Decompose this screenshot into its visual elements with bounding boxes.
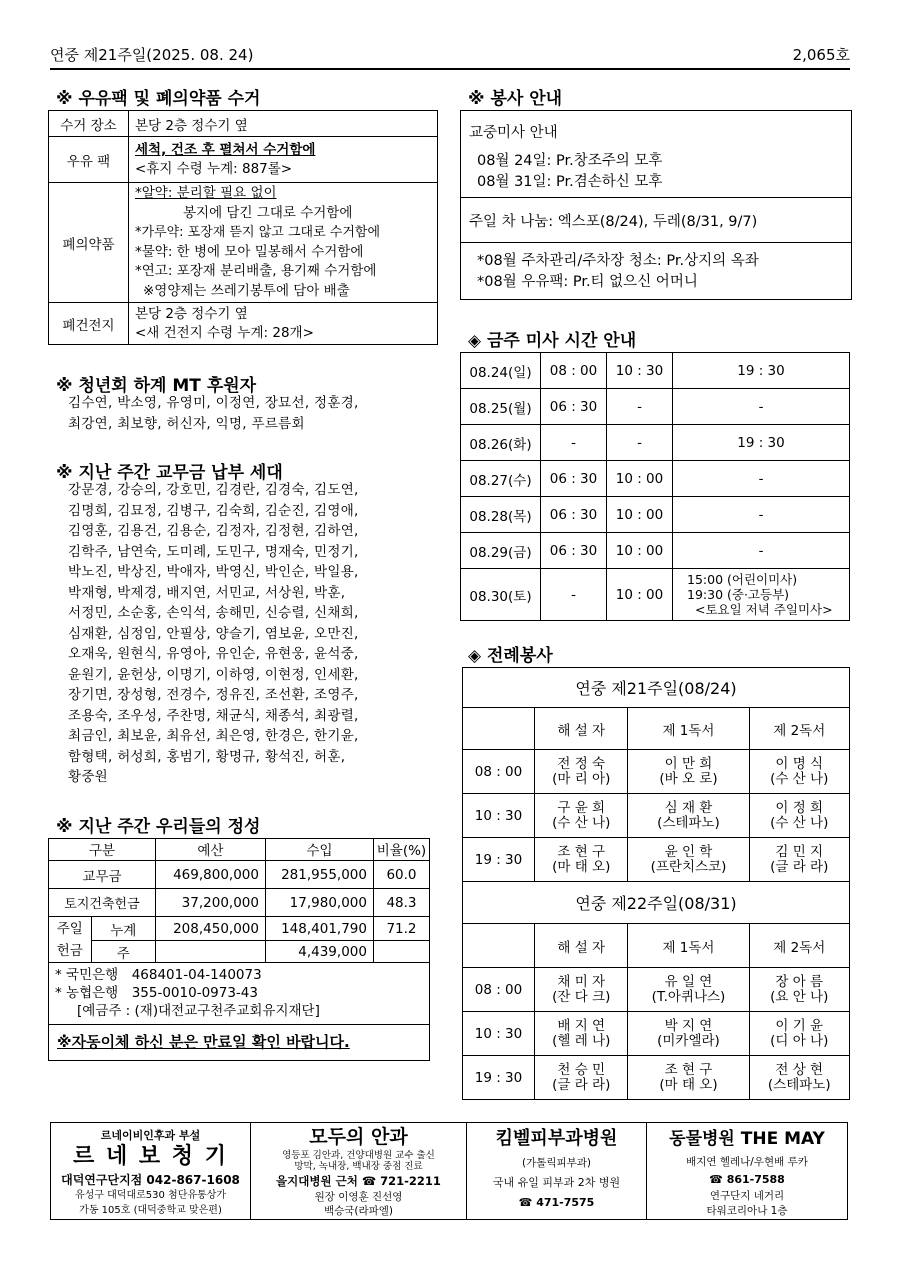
reader-1 — [628, 838, 749, 882]
ad-line: 타워코리아나 1층 — [706, 1205, 788, 1217]
person-name: 조 현 구 — [664, 1061, 713, 1078]
liturgy-title: ◈ 전례봉사 — [468, 646, 553, 666]
person-name: 전 정 숙 — [557, 755, 606, 772]
person-name: 조 현 구 — [557, 843, 606, 860]
liturgy-time: 19 : 30 — [463, 838, 535, 882]
person-name: 유 일 연 — [664, 973, 713, 990]
mt-title: ※ 청년회 하계 MT 후원자 — [56, 376, 257, 396]
service-subtitle: 교중미사 안내 — [469, 125, 558, 141]
mass-time: 19 : 30 — [673, 353, 850, 389]
person-name: 전 상 현 — [775, 1061, 824, 1078]
bank-account: * 농협은행 355-0010-0973-43 — [55, 985, 258, 1001]
week-title: 연중 제21주일(08/24) — [463, 668, 850, 708]
name-line: 최금인, 최보윤, 최유선, 최은영, 한경은, 한기윤, — [68, 728, 359, 744]
saturday-mass: 19:30 (중·고등부) — [687, 587, 790, 602]
reader-2 — [749, 968, 850, 1012]
name-line: 서정민, 소순홍, 손익석, 송해민, 신승렬, 신채희, — [68, 605, 359, 621]
offering-label: 토지건축헌금 — [49, 889, 155, 917]
masstime-title: ◈ 금주 미사 시간 안내 — [468, 331, 637, 351]
bank-account: * 국민은행 468401-04-140073 — [55, 967, 262, 983]
baptismal-name: (수 산 나) — [552, 814, 611, 831]
liturgy-time: 08 : 00 — [463, 750, 535, 794]
offering-title: ※ 지난 주간 우리들의 정성 — [56, 816, 261, 837]
ad-name: 르 네 보 청 기 — [73, 1144, 228, 1169]
ad-line: ☎ 861-7588 — [709, 1173, 785, 1186]
issue-number: 2,065호 — [792, 46, 850, 64]
baptismal-name: (T.아퀴나스) — [651, 988, 726, 1005]
baptismal-name: (글 라 라) — [770, 858, 829, 875]
baptismal-name: (프란치스코) — [650, 858, 727, 875]
reader-1 — [628, 750, 749, 794]
milk-instruction: 세척, 건조 후 펼쳐서 수거함에 — [135, 141, 316, 158]
baptismal-name: (마 태 오) — [552, 858, 611, 875]
mass-date: 08.25(월) — [461, 389, 541, 425]
sunday-offering-label — [49, 917, 91, 963]
name-line: 강문경, 강승의, 강호민, 김경란, 김경숙, 김도연, — [68, 482, 359, 498]
person-name: 이 기 윤 — [775, 1017, 824, 1034]
recycle-label: 폐건전지 — [49, 303, 129, 345]
liturgy-table — [462, 667, 850, 1100]
person-name: 구 윤 희 — [557, 799, 606, 816]
name-line: 김학주, 남연숙, 도미례, 도민구, 명재숙, 민정기, — [68, 543, 359, 560]
offering-rate: 60.0 — [373, 861, 429, 889]
mass-time: 10 : 00 — [607, 533, 673, 569]
ad-line: 백승국(라파엘) — [323, 1205, 394, 1217]
medicine-line: *연고: 포장재 분리배출, 용기째 수거함에 — [135, 263, 377, 279]
name-line: 황중원 — [68, 769, 109, 785]
empty-cell — [463, 708, 535, 750]
mass-date: 08.30(토) — [461, 569, 541, 621]
mass-time: - — [673, 497, 850, 533]
mass-date: 08.29(금) — [461, 533, 541, 569]
reader-2 — [749, 750, 850, 794]
medicine-line: *알약: 분리할 필요 없이 — [135, 185, 277, 201]
dues-names — [48, 480, 440, 788]
bank-info — [49, 963, 429, 1020]
service-note: *08월 주차관리/주차장 청소: Pr.상지의 옥좌 — [477, 253, 759, 269]
ad-hearing-aid — [51, 1123, 251, 1219]
ad-line: (가톨릭피부과) — [521, 1157, 592, 1169]
car-sharing: 주일 차 나눔: 엑스포(8/24), 두레(8/31, 9/7) — [461, 197, 851, 243]
liturgy-time: 10 : 30 — [463, 1012, 535, 1056]
baptismal-name: (헬 레 나) — [552, 1032, 611, 1049]
ad-line: ☎ 471-7575 — [518, 1196, 595, 1209]
baptismal-name: (요 안 나) — [770, 988, 829, 1005]
ad-line: 국내 유일 피부과 2차 병원 — [492, 1176, 621, 1189]
mass-guide-line: 08월 31일: Pr.겸손하신 모후 — [477, 174, 663, 190]
name-line: 김수연, 박소영, 유영미, 이정연, 장묘선, 정훈경, — [68, 395, 359, 411]
baptismal-name: (잔 다 크) — [552, 988, 611, 1005]
mass-time: 10 : 00 — [607, 461, 673, 497]
reader-1 — [628, 968, 749, 1012]
person-name: 배 지 연 — [557, 1017, 606, 1034]
ad-line: 망막, 녹내장, 백내장 중점 진료 — [294, 1161, 423, 1172]
name-line: 오재욱, 원현식, 유영아, 유인순, 유현웅, 윤석중, — [68, 646, 359, 662]
person-name: 윤 인 학 — [664, 843, 713, 860]
mass-time: 10 : 00 — [607, 569, 673, 621]
mass-guide-line: 08월 24일: Pr.창조주의 모후 — [477, 153, 663, 169]
mass-date: 08.24(일) — [461, 353, 541, 389]
medicine-line: *가루약: 포장재 뜯지 않고 그대로 수거함에 — [135, 225, 381, 240]
offering-sub-label: 주 — [91, 941, 155, 963]
ad-line: 배지연 헬레나/우현배 루카 — [686, 1156, 808, 1168]
service-box — [460, 110, 852, 300]
recycle-label: 우유 팩 — [49, 137, 129, 183]
saturday-mass: 15:00 (어린이미사) — [687, 572, 798, 587]
recycle-label: 수거 장소 — [49, 111, 129, 137]
offering-header: 수입 — [265, 839, 373, 861]
name-line: 조용숙, 조우성, 주찬명, 채균식, 채종석, 최광렬, — [68, 707, 359, 724]
commentator — [535, 1056, 628, 1100]
recycle-value — [129, 137, 438, 183]
baptismal-name: (마 태 오) — [659, 1076, 718, 1093]
mass-time: - — [673, 533, 850, 569]
person-name: 이 만 희 — [664, 755, 713, 772]
person-name: 이 명 식 — [775, 755, 824, 772]
name-line: 함형택, 허성희, 홍범기, 황명규, 황석진, 허훈, — [68, 748, 346, 765]
medicine-line: *물약: 한 병에 모아 밀봉해서 수거함에 — [135, 243, 364, 260]
liturgy-time: 08 : 00 — [463, 968, 535, 1012]
reader-1 — [628, 1012, 749, 1056]
recycle-title: ※ 우유팩 및 폐의약품 수거 — [56, 89, 261, 109]
issue-date: 연중 제21주일(2025. 08. 24) — [50, 46, 254, 64]
person-name: 천 승 민 — [557, 1061, 606, 1078]
mass-time: - — [541, 569, 607, 621]
baptismal-name: (글 라 라) — [552, 1076, 611, 1093]
baptismal-name: (마 리 아) — [552, 770, 611, 787]
commentator — [535, 838, 628, 882]
ad-line: 유성구 대덕대로530 첨단유통상가 — [74, 1190, 227, 1201]
medicine-line: ※영양제는 쓰레기봉투에 담아 배출 — [143, 282, 350, 299]
recycle-value — [129, 303, 438, 345]
liturgy-header: 해 설 자 — [535, 708, 628, 750]
offering-sub-label: 누계 — [91, 917, 155, 941]
mass-time: 08 : 00 — [541, 353, 607, 389]
liturgy-header: 해 설 자 — [535, 924, 628, 968]
dues-title: ※ 지난 주간 교무금 납부 세대 — [56, 463, 283, 483]
mass-time: - — [607, 389, 673, 425]
saturday-mass-note: <토요일 저녁 주일미사> — [695, 602, 833, 617]
name-line: 김명희, 김묘정, 김병구, 김숙희, 김순진, 김영애, — [68, 502, 359, 519]
baptismal-name: (수 산 나) — [770, 770, 829, 787]
commentator — [535, 1012, 628, 1056]
person-name: 김 민 지 — [775, 843, 824, 860]
commentator — [535, 750, 628, 794]
liturgy-time: 10 : 30 — [463, 794, 535, 838]
mass-date: 08.28(목) — [461, 497, 541, 533]
ad-line: 연구단지 네거리 — [709, 1190, 785, 1202]
right-column — [460, 84, 852, 1100]
recycle-table — [48, 110, 438, 345]
mass-time: - — [673, 389, 850, 425]
ad-eye-clinic — [251, 1123, 467, 1219]
empty-cell — [155, 941, 265, 963]
service-note: *08월 우유팩: Pr.티 없으신 어머니 — [477, 274, 698, 290]
mass-time: 10 : 30 — [607, 353, 673, 389]
name-line: 장기면, 장성형, 전경수, 정유진, 조선환, 조영주, — [68, 687, 359, 703]
offering-income: 281,955,000 — [265, 861, 373, 889]
mass-time: 06 : 30 — [541, 497, 607, 533]
baptismal-name: (디 아 나) — [770, 1032, 829, 1049]
mass-time: 06 : 30 — [541, 389, 607, 425]
mt-names — [48, 393, 440, 434]
ad-tagline: 르네이비인후과 부설 — [100, 1129, 201, 1142]
offering-header: 구분 — [49, 839, 155, 861]
offering-rate: 48.3 — [373, 889, 429, 917]
left-column — [48, 84, 440, 1061]
mass-guide — [461, 147, 851, 197]
liturgy-header: 제 1독서 — [628, 708, 749, 750]
baptismal-name: (미카엘라) — [657, 1032, 720, 1049]
person-name: 심 재 환 — [664, 799, 713, 816]
liturgy-header: 제 2독서 — [749, 924, 850, 968]
ad-name: 모두의 안과 — [309, 1126, 408, 1148]
sponsor-ads — [50, 1122, 848, 1220]
mass-time: - — [541, 425, 607, 461]
battery-place: 본당 2층 정수기 옆 — [135, 305, 248, 322]
mass-time: - — [607, 425, 673, 461]
milk-count: <휴지 수령 누계: 887롤> — [135, 160, 293, 177]
offering-label: 교무금 — [49, 861, 155, 889]
empty-cell — [463, 924, 535, 968]
person-name: 장 아 름 — [775, 973, 824, 990]
mass-time: 06 : 30 — [541, 461, 607, 497]
liturgy-header: 제 2독서 — [749, 708, 850, 750]
week-title: 연중 제22주일(08/31) — [463, 882, 850, 924]
commentator — [535, 968, 628, 1012]
service-title: ※ 봉사 안내 — [468, 89, 563, 109]
offering-header: 비율(%) — [373, 839, 429, 861]
ad-line: 을지대병원 근처 ☎ 721-2211 — [276, 1174, 441, 1188]
name-line: 심재환, 심정임, 안필상, 양슬기, 염보윤, 오만진, — [68, 625, 359, 642]
account-holder: [예금주 : (재)대전교구천주교회유지재단] — [77, 1003, 320, 1019]
service-notes — [461, 243, 851, 299]
mass-time: 06 : 30 — [541, 533, 607, 569]
reader-2 — [749, 1012, 850, 1056]
label-part: 헌금 — [56, 942, 83, 959]
baptismal-name: (스테파노) — [767, 1076, 831, 1093]
mass-time: 10 : 00 — [607, 497, 673, 533]
liturgy-time: 19 : 30 — [463, 1056, 535, 1100]
reader-2 — [749, 838, 850, 882]
masstime-table — [460, 352, 850, 621]
recycle-value — [129, 183, 438, 303]
offering-budget: 208,450,000 — [155, 917, 265, 941]
ad-dermatology — [467, 1123, 647, 1219]
mass-time: 19 : 30 — [673, 425, 850, 461]
commentator — [535, 794, 628, 838]
offering-table — [49, 839, 429, 964]
empty-cell — [373, 941, 429, 963]
offering-income: 148,401,790 — [265, 917, 373, 941]
name-line: 최강연, 최보향, 허신자, 익명, 푸르름회 — [68, 415, 305, 432]
baptismal-name: (스테파노) — [657, 814, 720, 831]
recycle-label: 폐의약품 — [49, 183, 129, 303]
recycle-value: 본당 2층 정수기 옆 — [129, 111, 438, 137]
mass-time: - — [673, 461, 850, 497]
mass-time-saturday — [673, 569, 850, 621]
battery-count: <새 건전지 수령 누계: 28개> — [135, 324, 314, 341]
reader-2 — [749, 1056, 850, 1100]
baptismal-name: (바 오 로) — [659, 770, 718, 787]
liturgy-header: 제 1독서 — [628, 924, 749, 968]
offering-income: 17,980,000 — [265, 889, 373, 917]
reader-2 — [749, 794, 850, 838]
reader-1 — [628, 794, 749, 838]
ad-line: 가동 105호 (대덕중학교 맞은편) — [79, 1205, 222, 1216]
ad-animal-hospital — [647, 1123, 847, 1219]
reader-1 — [628, 1056, 749, 1100]
offering-week-income: 4,439,000 — [265, 941, 373, 963]
baptismal-name: (수 산 나) — [770, 814, 829, 831]
ad-name: 킴벨피부과병원 — [495, 1128, 618, 1149]
mass-date: 08.27(수) — [461, 461, 541, 497]
medicine-line: 봉지에 담긴 그대로 수거함에 — [183, 204, 353, 221]
mass-date: 08.26(화) — [461, 425, 541, 461]
name-line: 윤원기, 윤헌상, 이명기, 이하영, 이현정, 인세환, — [68, 666, 359, 683]
name-line: 박재형, 박제경, 배지연, 서민교, 서상원, 박훈, — [68, 584, 346, 601]
offering-budget: 37,200,000 — [155, 889, 265, 917]
offering-box — [48, 838, 430, 1062]
offering-rate: 71.2 — [373, 917, 429, 941]
offering-header: 예산 — [155, 839, 265, 861]
offering-budget: 469,800,000 — [155, 861, 265, 889]
ad-line: 영등포 김안과, 건양대병원 교수 출신 — [282, 1150, 435, 1161]
person-name: 채 미 자 — [557, 973, 606, 990]
name-line: 박노진, 박상진, 박애자, 박영신, 박인순, 박일용, — [68, 564, 359, 580]
ad-name: 동물병원 THE MAY — [669, 1129, 825, 1149]
page-header — [50, 44, 850, 70]
name-line: 김영훈, 김용건, 김용순, 김정자, 김정현, 김하연, — [68, 523, 359, 539]
auto-transfer-notice: ※자동이체 하신 분은 만료일 확인 바랍니다. — [49, 1024, 429, 1060]
label-part: 주일 — [56, 920, 83, 937]
person-name: 이 정 희 — [775, 799, 824, 816]
person-name: 박 지 연 — [664, 1017, 713, 1034]
ad-line: 대덕연구단지점 042-867-1608 — [61, 1173, 240, 1187]
ad-line: 원장 이영훈 진선영 — [314, 1191, 403, 1203]
